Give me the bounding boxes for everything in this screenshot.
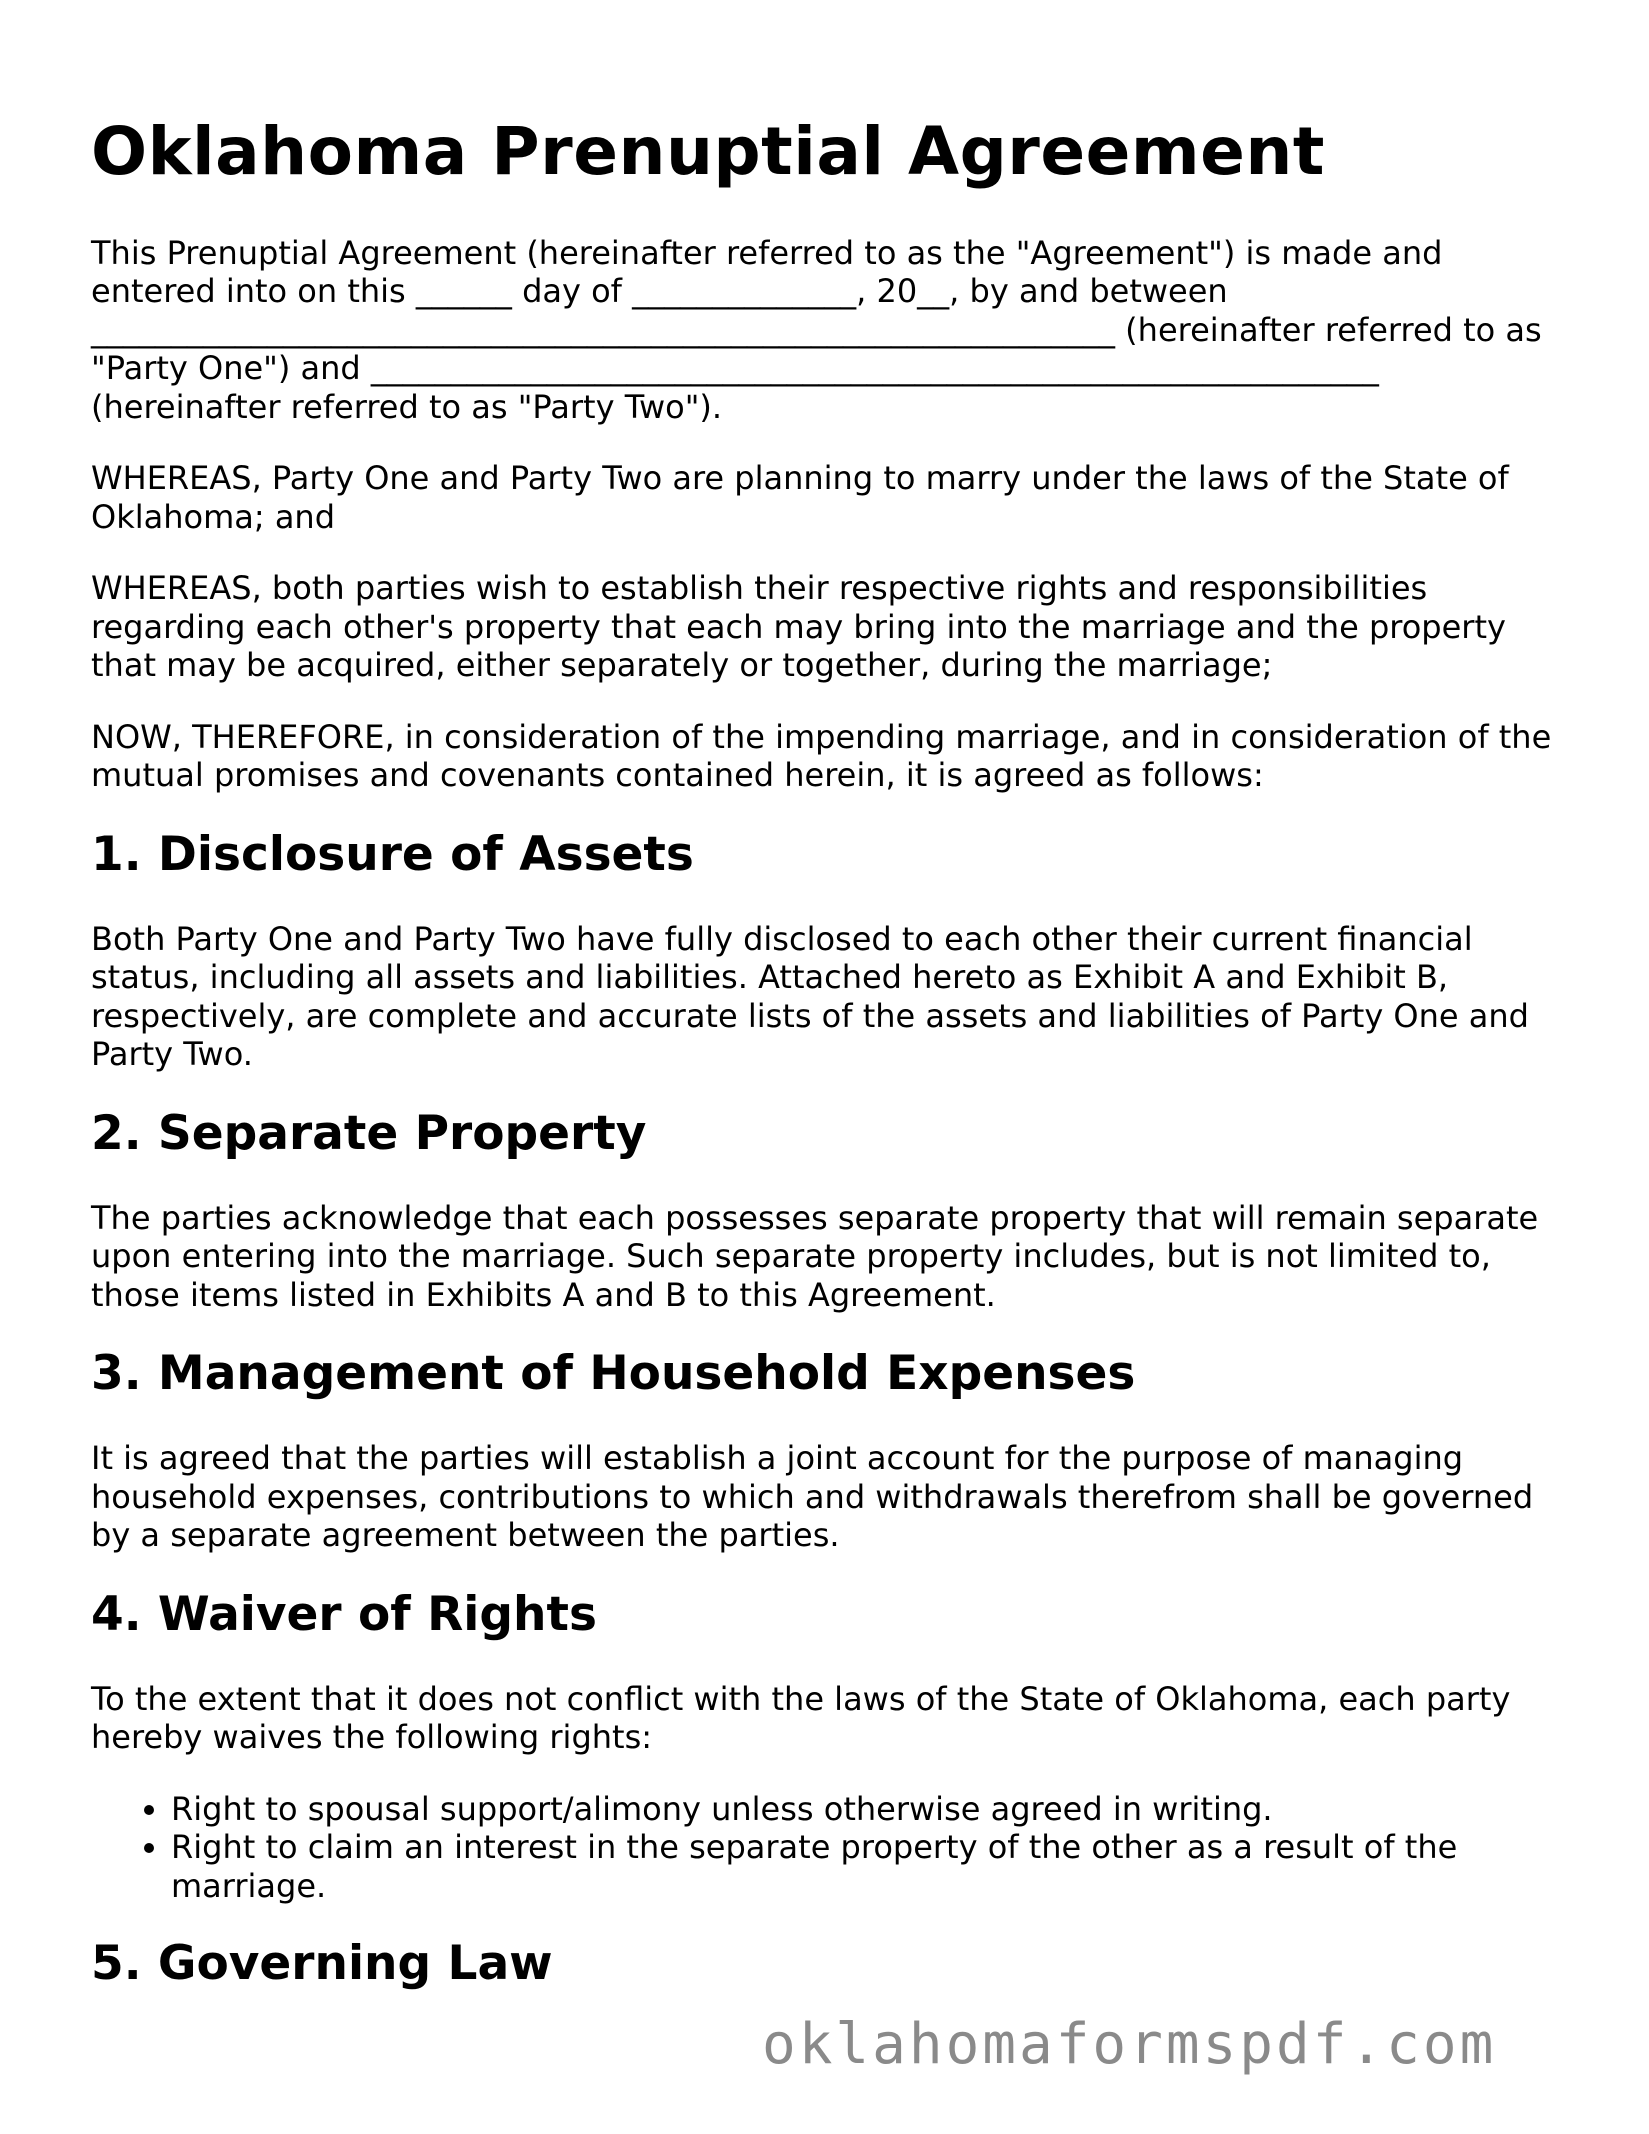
party-one-blank: ________________________________________________________________ bbox=[91, 310, 1115, 349]
recital-paragraph: NOW, THEREFORE, in consideration of the impending marriage, and in consideration of the mutual promises and covenants contained herein, it is agreed as follows: bbox=[91, 717, 1552, 795]
recital-paragraph: WHEREAS, both parties wish to establish their respective rights and responsibilities regarding each other's property that each may bring into the marriage and the property that may be acquired, either separately or together, during the marriage; bbox=[91, 569, 1506, 685]
intro-text-5: (hereinafter referred to as "Party Two"). bbox=[91, 387, 723, 426]
recital-paragraph: WHEREAS, Party One and Party Two are planning to marry under the laws of the State of Oklahoma; and bbox=[91, 459, 1509, 536]
intro-text-3: , 20__, by and between bbox=[856, 272, 1228, 311]
intro-paragraph bbox=[91, 234, 1571, 427]
intro-text-2: day of bbox=[511, 272, 633, 311]
document-title: Oklahoma Prenuptial Agreement bbox=[91, 113, 1325, 190]
section-body-separate-property: The parties acknowledge that each possesses separate property that will remain separate upon entering into the marriage. Such separate property includes, but is not limited to, those items listed in Exhibits A and B to this Agreement. bbox=[91, 1198, 1539, 1314]
list-item: • Right to claim an interest in the separate property of the other as a result of the marriage. bbox=[171, 1828, 1571, 1905]
section-body-waiver: To the extent that it does not conflict with the laws of the State of Oklahoma, each party hereby waives the following rights: bbox=[91, 1679, 1511, 1757]
section-body-household-expenses: It is agreed that the parties will establish a joint account for the purpose of managing household expenses, contributions to which and withdrawals therefrom shall be governed by a separate agreement between the parties. bbox=[91, 1439, 1534, 1555]
intro-text-1: This Prenuptial Agreement (hereinafter referred to as the "Agreement") is made and entered into on this bbox=[91, 233, 1443, 311]
watermark: oklahomaformspdf.com bbox=[762, 2012, 1497, 2077]
intro-text-4: (hereinafter referred to as "Party One") and bbox=[91, 310, 1542, 388]
party-two-blank: _______________________________________________________________ bbox=[370, 349, 1379, 388]
section-heading-separate-property: 2. Separate Property bbox=[91, 1105, 647, 1161]
document-page bbox=[91, 113, 1571, 2029]
list-item: • Right to spousal support/alimony unless otherwise agreed in writing. bbox=[171, 1790, 1571, 1829]
section-heading-governing-law: 5. Governing Law bbox=[91, 1936, 553, 1992]
month-blank: ______________ bbox=[632, 272, 857, 311]
day-blank: ______ bbox=[415, 272, 512, 311]
section-heading-waiver: 4. Waiver of Rights bbox=[91, 1586, 597, 1642]
section-heading-disclosure: 1. Disclosure of Assets bbox=[91, 826, 694, 882]
section-body-disclosure: Both Party One and Party Two have fully disclosed to each other their current financial status, including all assets and liabilities. Attached hereto as Exhibit A and Exhibit B, respectively, are complete and accurate lists of the assets and liabilities of Party One and Party Two. bbox=[91, 919, 1529, 1074]
section-heading-household-expenses: 3. Management of Household Expenses bbox=[91, 1346, 1136, 1402]
waiver-list bbox=[91, 1790, 1571, 1906]
